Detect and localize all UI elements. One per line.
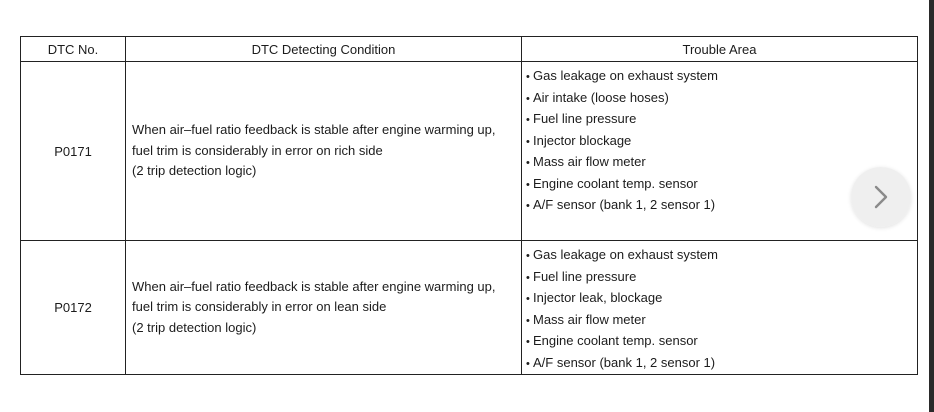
header-trouble-area: Trouble Area [522,37,918,62]
condition-line: (2 trip detection logic) [132,163,257,179]
bullet-icon: • [526,71,530,83]
dtc-code: P0171 [21,62,126,241]
trouble-area-text: Injector leak, blockage [533,290,663,305]
detecting-condition [126,241,522,375]
trouble-area-text: Air intake (loose hoses) [533,89,669,105]
condition-line: fuel trim is considerably in error on rich side [132,142,383,158]
table-row [21,241,918,375]
bullet-icon: • [526,336,530,348]
list-item [526,152,917,174]
bullet-icon: • [526,314,530,327]
bullet-icon: • [526,135,530,148]
trouble-area-text: Engine coolant temp. sensor [533,175,698,191]
bullet-icon: • [526,293,530,305]
header-dtc-no: DTC No. [21,37,126,62]
condition-line: (2 trip detection logic) [132,319,257,335]
bullet-icon: • [526,250,530,262]
list-item [526,66,917,88]
trouble-area-text: Fuel line pressure [533,268,637,284]
list-item [526,109,917,131]
condition-line: When air–fuel ratio feedback is stable after engine warming up, [132,278,496,294]
trouble-area-text: Gas leakage on exhaust system [533,68,718,83]
trouble-area-text: Mass air flow meter [533,311,646,327]
dtc-table [20,36,918,375]
list-item [526,353,917,375]
list-item [526,288,917,310]
trouble-area-text: Fuel line pressure [533,111,637,126]
detecting-condition [126,62,522,241]
window-edge [929,0,934,412]
chevron-right-icon [870,183,892,211]
bullet-icon: • [526,157,530,169]
trouble-area [522,241,918,375]
dtc-code: P0172 [21,241,126,375]
trouble-area-text: A/F sensor (bank 1, 2 sensor 1) [533,197,716,212]
list-item [526,131,917,153]
bullet-icon: • [526,200,530,212]
header-detecting-condition: DTC Detecting Condition [126,37,522,62]
list-item [526,331,917,353]
table-row [21,62,918,241]
bullet-icon: • [526,357,530,370]
list-item [526,245,917,267]
next-page-button[interactable] [851,167,911,227]
trouble-area-text: Mass air flow meter [533,154,646,169]
bullet-icon: • [526,271,530,284]
condition-line: When air–fuel ratio feedback is stable after engine warming up, [132,122,496,138]
trouble-area-text: Injector blockage [533,132,632,148]
condition-line: fuel trim is considerably in error on lean side [132,299,387,315]
list-item [526,310,917,332]
bullet-icon: • [526,92,530,105]
bullet-icon: • [526,178,530,191]
table-header-row [21,37,918,62]
trouble-area-list [526,245,917,374]
trouble-area-text: Engine coolant temp. sensor [533,333,698,348]
trouble-area-text: A/F sensor (bank 1, 2 sensor 1) [533,354,716,370]
bullet-icon: • [526,114,530,126]
list-item [526,88,917,110]
list-item [526,267,917,289]
trouble-area-text: Gas leakage on exhaust system [533,247,718,262]
